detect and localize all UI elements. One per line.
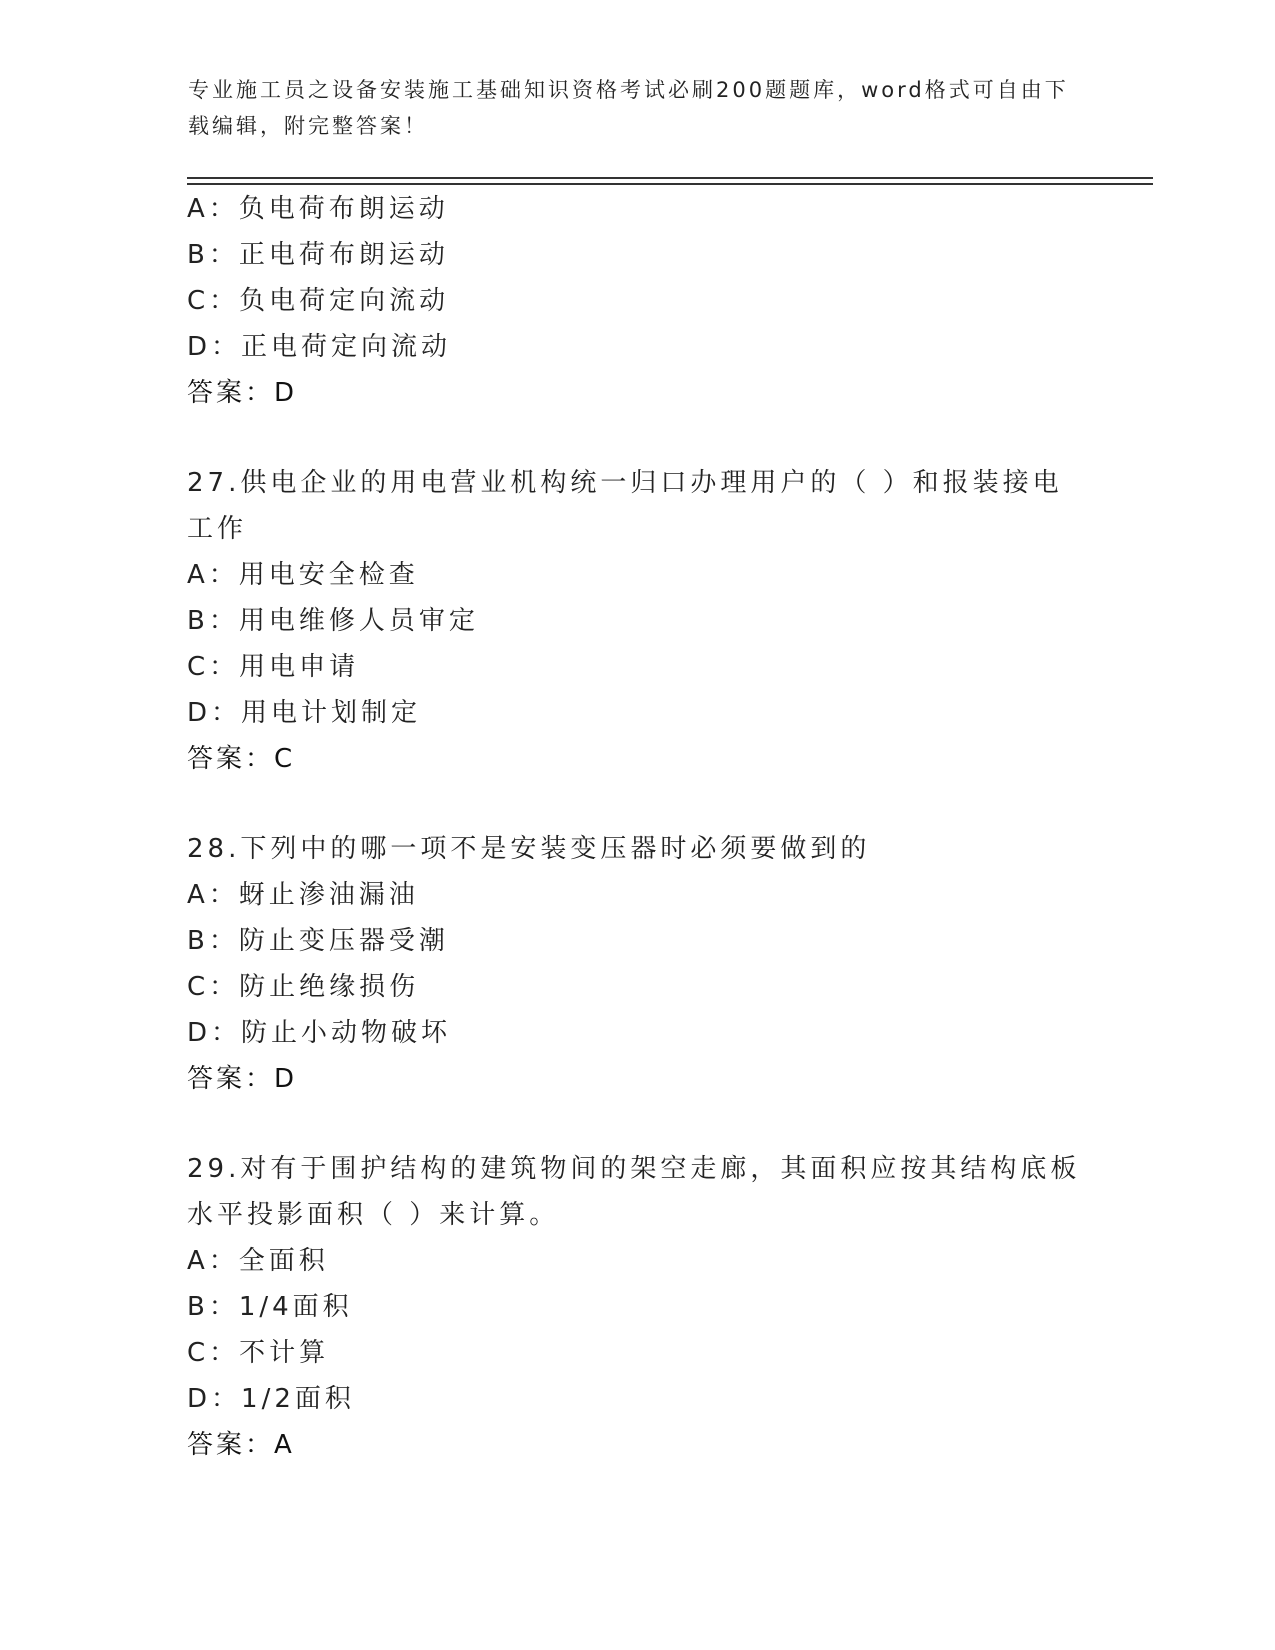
option-a: A：蚜止渗油漏油 (187, 880, 419, 910)
option-c: C：防止绝缘损伤 (187, 972, 420, 1002)
answer: 答案：D (187, 1064, 298, 1094)
option-c: C：不计算 (187, 1338, 330, 1368)
answer: 答案：C (187, 744, 296, 774)
question-list (187, 186, 1087, 1468)
header-divider-top (187, 177, 1153, 179)
option-a: A：用电安全检查 (187, 560, 419, 590)
document-header: 专业施工员之设备安装施工基础知识资格考试必刷200题题库，word格式可自由下载编辑，附完整答案！ (188, 78, 1069, 138)
header-divider-bottom (187, 183, 1153, 185)
question-text: 28.下列中的哪一项不是安装变压器时必须要做到的 (187, 834, 871, 864)
option-c: C：负电荷定向流动 (187, 286, 450, 316)
question-29 (187, 1146, 1087, 1468)
option-d: D：正电荷定向流动 (187, 332, 452, 362)
option-a: A：全面积 (187, 1246, 329, 1276)
option-b: B：1/4面积 (187, 1292, 353, 1322)
option-d: D：1/2面积 (187, 1384, 355, 1414)
option-b: B：正电荷布朗运动 (187, 240, 449, 270)
option-c: C：用电申请 (187, 652, 360, 682)
option-d: D：防止小动物破坏 (187, 1018, 452, 1048)
option-d: D：用电计划制定 (187, 698, 422, 728)
option-a: A：负电荷布朗运动 (187, 194, 449, 224)
answer: 答案：A (187, 1430, 295, 1460)
answer: 答案：D (187, 378, 298, 408)
question-26-continued (187, 186, 1087, 416)
question-27 (187, 460, 1087, 782)
question-text: 29.对有于围护结构的建筑物间的架空走廊，其面积应按其结构底板水平投影面积（ ）来计算。 (187, 1154, 1081, 1230)
question-28 (187, 826, 1087, 1102)
option-b: B：用电维修人员审定 (187, 606, 479, 636)
question-text: 27.供电企业的用电营业机构统一归口办理用户的（ ）和报装接电工作 (187, 468, 1063, 544)
option-b: B：防止变压器受潮 (187, 926, 449, 956)
